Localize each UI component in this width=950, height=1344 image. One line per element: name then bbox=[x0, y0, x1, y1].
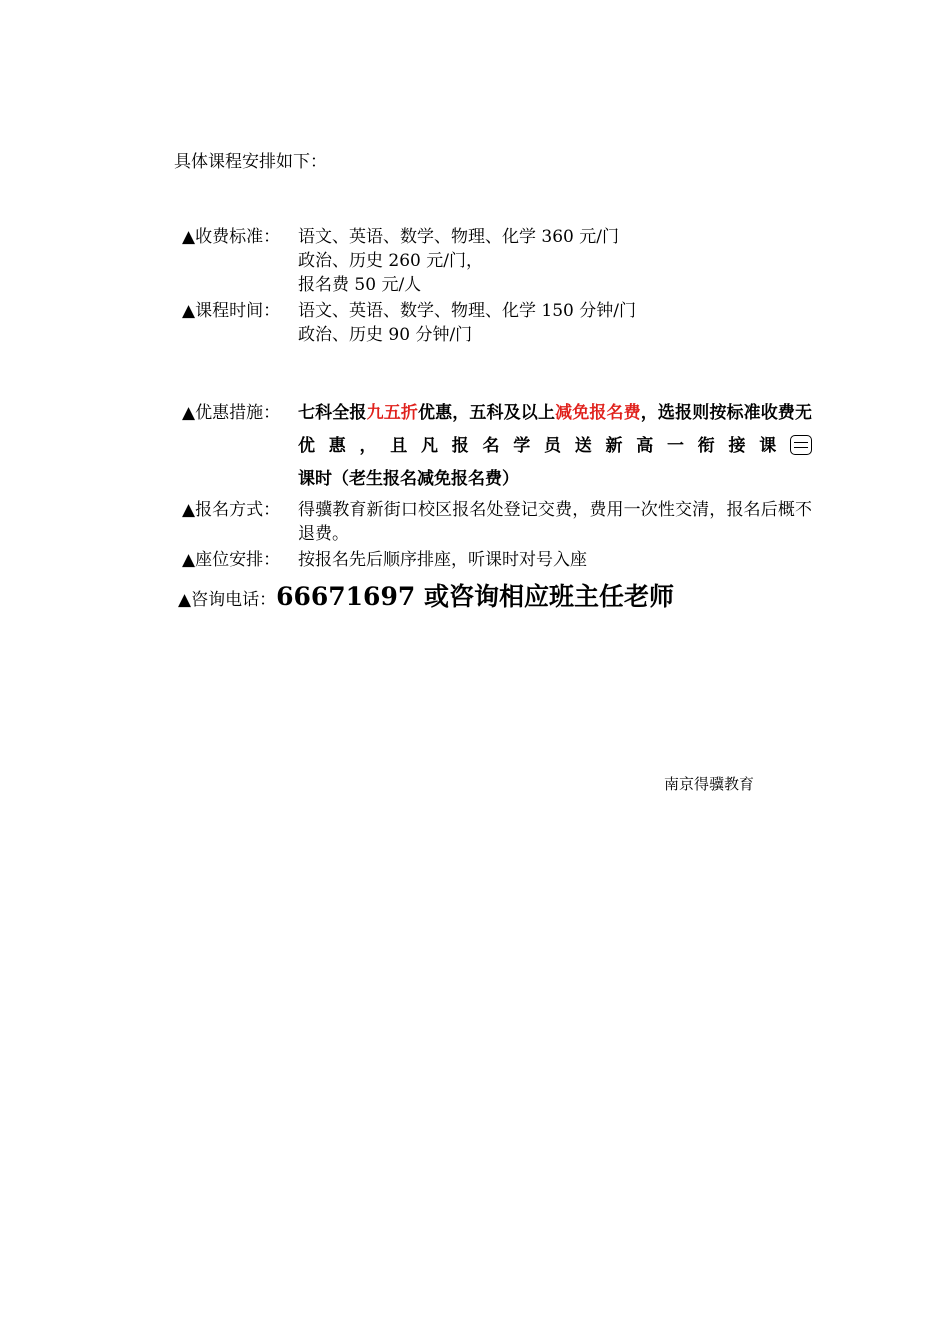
signup-section bbox=[182, 498, 812, 546]
unclear-number-icon bbox=[790, 435, 812, 455]
time-line: 语文、英语、数学、物理、化学 150 分钟/门 bbox=[298, 301, 636, 321]
fee-label: ▲收费标准： bbox=[182, 227, 281, 247]
discount-section bbox=[182, 397, 812, 496]
footer-signature: 南京得骥教育 bbox=[664, 775, 755, 793]
seat-section bbox=[182, 548, 812, 572]
discount-label: ▲优惠措施： bbox=[182, 403, 281, 423]
discount-text: 课时（老生报名减免报名费） bbox=[298, 469, 519, 489]
discount-text: 优惠，五科及以上 bbox=[417, 403, 556, 423]
phone-section bbox=[178, 580, 674, 617]
fee-content bbox=[298, 225, 812, 297]
fee-line: 报名费 50 元/人 bbox=[298, 275, 422, 295]
phone-value: 66671697 或咨询相应班主任老师 bbox=[276, 582, 674, 611]
fee-line: 语文、英语、数学、物理、化学 360 元/门 bbox=[298, 227, 619, 247]
discount-text: ，选报则按标准收费无优惠，且凡报名学员送新高一衔接课 bbox=[298, 403, 813, 456]
intro-text: 具体课程安排如下： bbox=[174, 152, 327, 172]
seat-label: ▲座位安排： bbox=[182, 550, 281, 570]
time-content bbox=[298, 299, 812, 347]
discount-text: 七科全报 bbox=[298, 403, 367, 423]
fee-line: 政治、历史 260 元/门， bbox=[298, 251, 483, 271]
phone-label: ▲咨询电话： bbox=[178, 590, 277, 610]
time-line: 政治、历史 90 分钟/门 bbox=[298, 325, 473, 345]
signup-label: ▲报名方式： bbox=[182, 500, 281, 520]
discount-highlight-fee-waiver: 减免报名费 bbox=[555, 403, 641, 423]
time-label: ▲课程时间： bbox=[182, 301, 281, 321]
signup-content: 得骥教育新街口校区报名处登记交费，费用一次性交清，报名后概不退费。 bbox=[298, 500, 812, 544]
seat-content: 按报名先后顺序排座，听课时对号入座 bbox=[298, 550, 587, 570]
discount-highlight-ninety-five: 九五折 bbox=[366, 403, 418, 423]
fee-section bbox=[182, 225, 812, 297]
time-section bbox=[182, 299, 812, 347]
discount-content bbox=[298, 397, 812, 496]
